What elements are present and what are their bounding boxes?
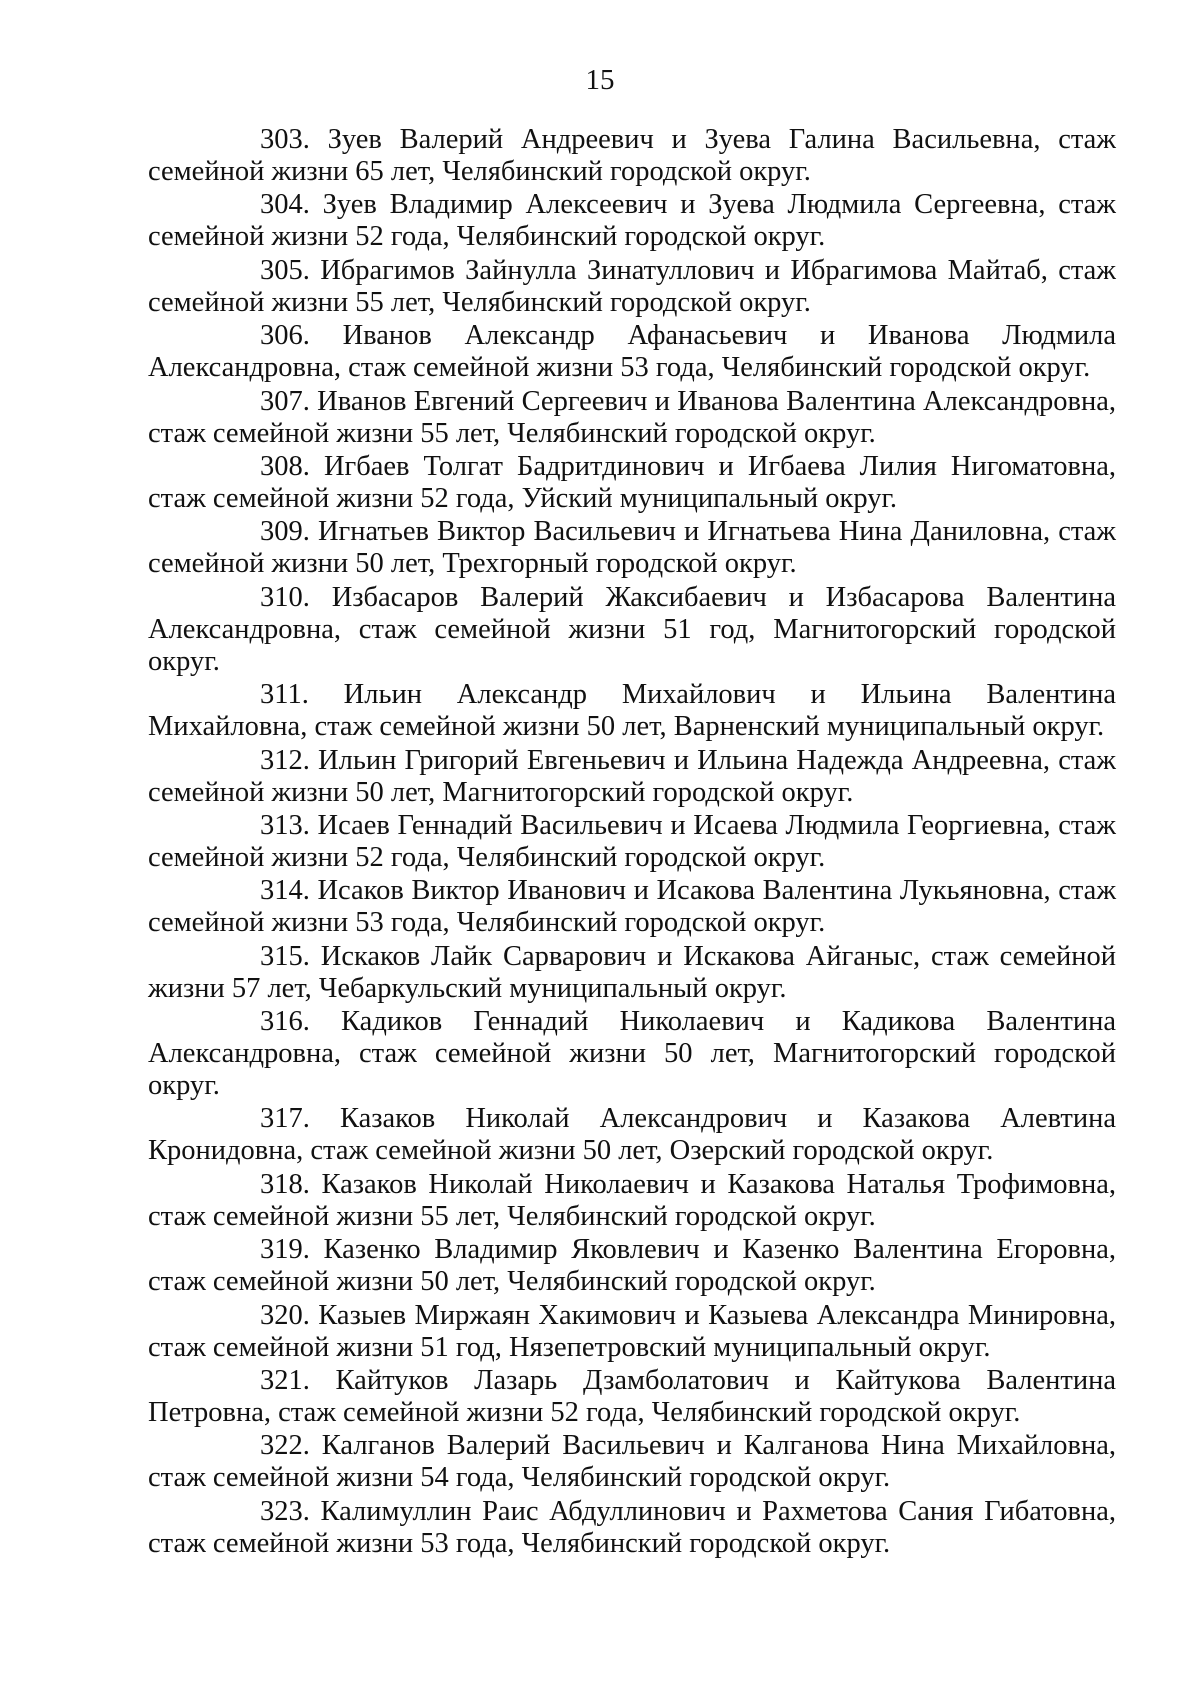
entry-number: 320. [260, 1299, 310, 1331]
entry-number: 323. [260, 1495, 310, 1527]
entry-number: 315. [260, 940, 310, 972]
list-item [148, 745, 1116, 809]
entry-text: Игбаев Толгат Бадритдинович и Игбаева Лилия Нигоматовна, стаж семейной жизни 52 года, Уйский муниципальный округ. [148, 450, 1116, 514]
list-item [148, 1103, 1116, 1167]
list-item [148, 1006, 1116, 1102]
entry-list [148, 124, 1116, 1561]
list-item [148, 516, 1116, 580]
entry-text: Кадиков Геннадий Николаевич и Кадикова Валентина Александровна, стаж семейной жизни 50 лет, Магнитогорский городской округ. [148, 1006, 1116, 1102]
entry-text: Ильин Григорий Евгеньевич и Ильина Надежда Андреевна, стаж семейной жизни 50 лет, Магнитогорский городской округ. [148, 744, 1117, 808]
list-item [148, 941, 1116, 1005]
entry-number: 308. [260, 450, 310, 482]
list-item [148, 810, 1116, 874]
list-item [148, 875, 1116, 939]
entry-text: Ибрагимов Зайнулла Зинатуллович и Ибрагимова Майтаб, стаж семейной жизни 55 лет, Челябинский городской округ. [148, 254, 1116, 318]
list-item [148, 679, 1116, 743]
list-item [148, 1430, 1116, 1494]
entry-text: Калимуллин Раис Абдуллинович и Рахметова Сания Гибатовна, стаж семейной жизни 53 года, Челябинский городской округ. [148, 1495, 1117, 1559]
entry-text: Зуев Владимир Алексеевич и Зуева Людмила Сергеевна, стаж семейной жизни 52 года, Челябинский городской округ. [148, 189, 1116, 253]
list-item [148, 255, 1116, 319]
list-item [148, 451, 1116, 515]
list-item [148, 1300, 1116, 1364]
entry-text: Казенко Владимир Яковлевич и Казенко Валентина Егоровна, стаж семейной жизни 50 лет, Челябинский городской округ. [148, 1234, 1116, 1298]
entry-text: Иванов Александр Афанасьевич и Иванова Людмила Александровна, стаж семейной жизни 53 года, Челябинский городской округ. [148, 320, 1116, 384]
entry-number: 306. [260, 320, 310, 352]
list-item [148, 1169, 1116, 1233]
entry-text: Искаков Лайк Сарварович и Искакова Айганыс, стаж семейной жизни 57 лет, Чебаркульский муниципальный округ. [148, 940, 1116, 1004]
entry-text: Казаков Николай Николаевич и Казакова Наталья Трофимовна, стаж семейной жизни 55 лет, Челябинский городской округ. [148, 1168, 1116, 1232]
entry-number: 307. [260, 385, 310, 417]
entry-number: 305. [260, 254, 310, 286]
list-item [148, 1365, 1116, 1429]
entry-number: 310. [260, 581, 310, 613]
entry-number: 318. [260, 1168, 310, 1200]
list-item [148, 386, 1116, 450]
entry-number: 309. [260, 516, 310, 548]
entry-number: 304. [260, 189, 310, 221]
entry-text: Игнатьев Виктор Васильевич и Игнатьева Нина Даниловна, стаж семейной жизни 50 лет, Трехгорный городской округ. [148, 516, 1116, 580]
entry-text: Исаев Геннадий Васильевич и Исаева Людмила Георгиевна, стаж семейной жизни 52 года, Челябинский городской округ. [148, 809, 1116, 873]
entry-text: Кайтуков Лазарь Дзамболатович и Кайтукова Валентина Петровна, стаж семейной жизни 52 года, Челябинский городской округ. [148, 1365, 1117, 1429]
list-item [148, 1496, 1116, 1560]
entry-text: Калганов Валерий Васильевич и Калганова Нина Михайловна, стаж семейной жизни 54 года, Челябинский городской округ. [148, 1430, 1117, 1494]
entry-text: Иванов Евгений Сергеевич и Иванова Валентина Александровна, стаж семейной жизни 55 лет, Челябинский городской округ. [148, 385, 1116, 449]
list-item [148, 582, 1116, 678]
entry-number: 316. [260, 1006, 310, 1038]
entry-text: Избасаров Валерий Жаксибаевич и Избасарова Валентина Александровна, стаж семейной жизни 51 год, Магнитогорский городской округ. [148, 581, 1116, 677]
entry-text: Ильин Александр Михайлович и Ильина Валентина Михайловна, стаж семейной жизни 50 лет, Варненский муниципальный округ. [148, 679, 1117, 743]
list-item [148, 320, 1116, 384]
entry-text: Казаков Николай Александрович и Казакова Алевтина Кронидовна, стаж семейной жизни 50 лет, Озерский городской округ. [148, 1103, 1116, 1167]
entry-text: Зуев Валерий Андреевич и Зуева Галина Васильевна, стаж семейной жизни 65 лет, Челябинский городской округ. [148, 124, 1116, 187]
entry-number: 303. [260, 124, 310, 155]
entry-number: 314. [260, 875, 310, 907]
entry-number: 311. [260, 679, 309, 711]
list-item [148, 1234, 1116, 1298]
list-item [148, 189, 1116, 253]
entry-number: 322. [260, 1430, 310, 1462]
entry-number: 319. [260, 1234, 310, 1266]
entry-number: 313. [260, 809, 310, 841]
list-item [148, 124, 1116, 188]
entry-number: 317. [260, 1103, 310, 1135]
entry-number: 312. [260, 744, 310, 776]
page-number: 15 [585, 64, 615, 96]
entry-text: Исаков Виктор Иванович и Исакова Валентина Лукьяновна, стаж семейной жизни 53 года, Челябинский городской округ. [148, 875, 1117, 939]
entry-text: Казыев Миржаян Хакимович и Казыева Александра Минировна, стаж семейной жизни 51 год, Нязепетровский муниципальный округ. [148, 1299, 1116, 1363]
entry-number: 321. [260, 1365, 310, 1397]
